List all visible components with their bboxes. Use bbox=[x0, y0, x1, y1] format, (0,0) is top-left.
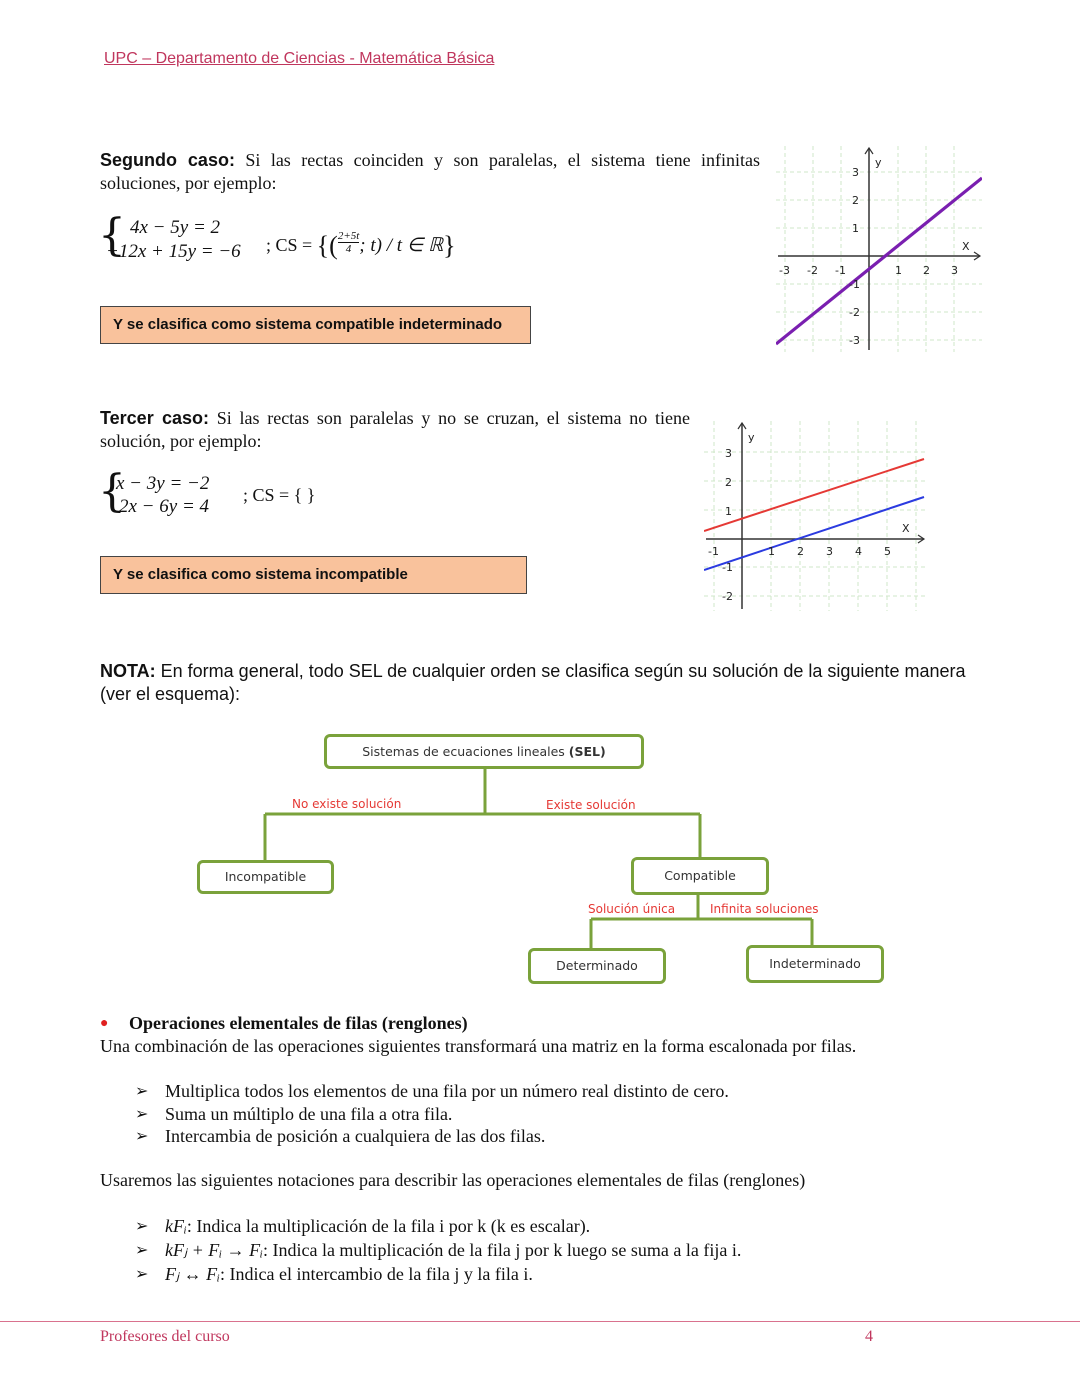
y-tick: 2 bbox=[725, 476, 732, 489]
nota-text: En forma general, todo SEL de cualquier orden se clasifica según su solución de la siguiente manera (ver el esquema): bbox=[100, 661, 966, 704]
left-brace: { bbox=[98, 466, 126, 517]
footer-divider bbox=[0, 1321, 1080, 1322]
notation-list bbox=[135, 1214, 995, 1286]
list-item bbox=[135, 1238, 995, 1262]
arrow-bullet-icon: ➢ bbox=[135, 1216, 149, 1235]
coincident-line bbox=[776, 178, 982, 344]
y-tick: -2 bbox=[849, 306, 860, 319]
y-tick: -1 bbox=[722, 561, 733, 574]
y-tick: -1 bbox=[849, 278, 860, 291]
root-label: Sistemas de ecuaciones lineales bbox=[362, 744, 569, 759]
tercer-cs: ; CS = { } bbox=[243, 485, 316, 505]
node-indeterminado: Indeterminado bbox=[746, 945, 884, 983]
nota-label: NOTA: bbox=[100, 661, 156, 681]
tercer-caso-label: Tercer caso: bbox=[100, 408, 209, 428]
y-tick: 2 bbox=[852, 194, 859, 207]
y-tick: 1 bbox=[725, 505, 732, 518]
y-tick: -2 bbox=[722, 590, 733, 603]
notation-desc: : Indica la multiplicación de la fila j por k luego se suma a la fija i. bbox=[262, 1240, 742, 1260]
segundo-eq2: −12x + 15y = −6 bbox=[106, 241, 241, 262]
segundo-cs-num: 2+5t bbox=[337, 230, 360, 243]
page-header: UPC – Departamento de Ciencias - Matemática Básica bbox=[104, 50, 495, 67]
tercer-caso-paragraph bbox=[100, 407, 690, 453]
tercer-system bbox=[98, 466, 398, 520]
edge-label-solution: Existe solución bbox=[546, 798, 636, 812]
nota-paragraph bbox=[100, 660, 990, 706]
edge-label-unique: Solución única bbox=[588, 902, 676, 916]
arrow-bullet-icon: ➢ bbox=[135, 1103, 149, 1123]
segundo-classification-box: Y se clasifica como sistema compatible indeterminado bbox=[100, 306, 531, 344]
x-axis-label: X bbox=[962, 240, 970, 253]
node-compatible: Compatible bbox=[631, 857, 769, 895]
bullet-icon: ● bbox=[100, 1016, 109, 1031]
operaciones-title: Operaciones elementales de filas (renglones) bbox=[128, 1013, 468, 1033]
list-item: ➢ Suma un múltiplo de una fila a otra fila. bbox=[135, 1103, 453, 1124]
x-tick: 4 bbox=[855, 545, 862, 558]
tercer-graph bbox=[704, 421, 926, 611]
x-tick: -3 bbox=[779, 264, 790, 277]
arrow-bullet-icon: ➢ bbox=[135, 1240, 149, 1259]
segundo-caso-text: Si las rectas coinciden y son paralelas, el sistema tiene infinitas soluciones, por ejemplo: bbox=[100, 150, 760, 193]
diagram-root-node bbox=[324, 734, 644, 769]
segundo-caso-paragraph bbox=[100, 149, 760, 195]
list-item bbox=[135, 1214, 995, 1238]
segundo-cs-tail: ; t) / t ∈ ℝ bbox=[359, 235, 444, 256]
x-tick: -1 bbox=[835, 264, 846, 277]
x-axis-label: X bbox=[902, 522, 910, 535]
root-label-bold: (SEL) bbox=[568, 744, 606, 759]
segundo-cs-den: 4 bbox=[345, 243, 352, 256]
node-determinado: Determinado bbox=[528, 948, 666, 984]
node-incompatible: Incompatible bbox=[197, 860, 334, 894]
operaciones-heading bbox=[100, 1013, 468, 1034]
line-1 bbox=[704, 459, 924, 531]
left-brace: { bbox=[98, 210, 126, 261]
notation-symbol: Fⱼ ↔ Fᵢ bbox=[165, 1264, 220, 1284]
line-2 bbox=[704, 497, 924, 570]
arrow-bullet-icon: ➢ bbox=[135, 1081, 149, 1100]
y-tick: 1 bbox=[852, 222, 859, 235]
x-tick: 5 bbox=[884, 545, 891, 558]
tercer-caso-text: Si las rectas son paralelas y no se cruzan, el sistema no tiene solución, por ejemplo: bbox=[100, 408, 690, 451]
footer-left: Profesores del curso bbox=[100, 1328, 230, 1345]
notation-desc: : Indica la multiplicación de la fila i por k (k es escalar). bbox=[186, 1216, 591, 1236]
x-tick: -1 bbox=[708, 545, 719, 558]
list-item: ➢ Intercambia de posición a cualquiera de las dos filas. bbox=[135, 1126, 546, 1146]
y-tick: 3 bbox=[725, 447, 732, 460]
segundo-cs: ; CS = {( $\frac{2+5t}{4}$ ; t) / t ∈ ℝ} bbox=[266, 230, 456, 260]
x-tick: 2 bbox=[797, 545, 804, 558]
segundo-graph bbox=[776, 146, 982, 352]
x-tick: 2 bbox=[923, 264, 930, 277]
list-item: ➢ Multiplica todos los elementos de una fila por un número real distinto de cero. bbox=[135, 1081, 729, 1101]
y-tick: -3 bbox=[849, 334, 860, 347]
list-item bbox=[135, 1262, 995, 1286]
x-tick: 3 bbox=[826, 545, 833, 558]
segundo-caso-label: Segundo caso: bbox=[100, 150, 235, 170]
y-axis-label: y bbox=[875, 156, 882, 169]
notation-symbol: kFᵢ bbox=[165, 1216, 187, 1236]
notation-symbol: kFⱼ + Fᵢ → Fᵢ bbox=[165, 1240, 263, 1260]
segundo-cs-prefix: ; CS = bbox=[266, 235, 313, 255]
y-tick: 3 bbox=[852, 166, 859, 179]
x-tick: -2 bbox=[807, 264, 818, 277]
tercer-eq2: 2x − 6y = 4 bbox=[119, 496, 210, 517]
edge-label-no-solution: No existe solución bbox=[292, 797, 402, 811]
segundo-eq1: 4x − 5y = 2 bbox=[130, 217, 221, 238]
operaciones-list bbox=[135, 1080, 995, 1148]
x-tick: 1 bbox=[895, 264, 902, 277]
segundo-system bbox=[98, 210, 518, 264]
notation-desc: : Indica el intercambio de la fila j y la fila i. bbox=[219, 1264, 533, 1284]
arrow-bullet-icon: ➢ bbox=[135, 1126, 149, 1145]
y-axis-label: y bbox=[748, 431, 755, 444]
operaciones-intro: Una combinación de las operaciones siguientes transformará una matriz en la forma escalonada por filas. bbox=[100, 1036, 857, 1056]
notation-intro: Usaremos las siguientes notaciones para describir las operaciones elementales de filas (renglones) bbox=[100, 1170, 806, 1190]
page-number: 4 bbox=[865, 1328, 873, 1345]
tercer-eq1: x − 3y = −2 bbox=[116, 473, 210, 494]
graph-grid bbox=[704, 421, 926, 611]
arrow-bullet-icon: ➢ bbox=[135, 1264, 149, 1283]
x-tick: 1 bbox=[768, 545, 775, 558]
x-tick: 3 bbox=[951, 264, 958, 277]
tercer-classification-box: Y se clasifica como sistema incompatible bbox=[100, 556, 527, 594]
edge-label-infinite: Infinita soluciones bbox=[710, 902, 819, 916]
